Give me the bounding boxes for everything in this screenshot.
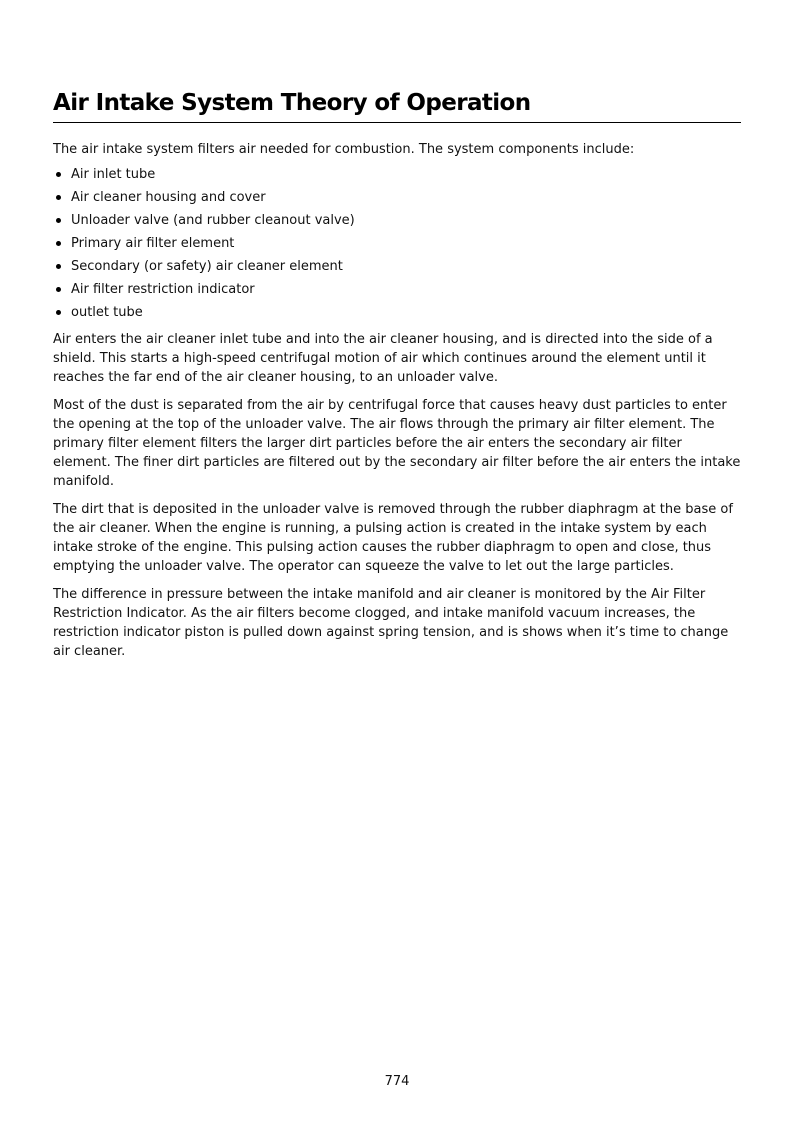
list-item	[53, 211, 741, 234]
list-item-text: Air filter restriction indicator	[71, 282, 255, 297]
list-item-text: Secondary (or safety) air cleaner element	[71, 259, 343, 274]
list-item-text: Unloader valve (and rubber cleanout valve)	[71, 213, 355, 228]
body-paragraph-dust-separation: Most of the dust is separated from the air by centrifugal force that causes heavy dust particles to enter the opening at the top of the unloader valve. The air flows through the primary air filter element. The primary filter element filters the larger dirt particles before the air enters the secondary air filter element. The finer dirt particles are filtered out by the secondary air filter before the air enters the intake manifold.	[53, 398, 741, 489]
bullet-icon	[56, 195, 61, 200]
page-number: 774	[384, 1074, 410, 1089]
bullet-icon	[56, 310, 61, 315]
list-item	[53, 257, 741, 280]
body-paragraph-air-flow: Air enters the air cleaner inlet tube and into the air cleaner housing, and is directed into the side of a shield. This starts a high-speed centrifugal motion of air which continues around the element until it reaches the far end of the air cleaner housing, to an unloader valve.	[53, 332, 713, 385]
body-paragraph-restriction-indicator: The difference in pressure between the intake manifold and air cleaner is monitored by the Air Filter Restriction Indicator. As the air filters become clogged, and intake manifold vacuum increases, the restriction indicator piston is pulled down against spring tension, and is shows when it’s time to change air cleaner.	[53, 587, 729, 659]
intro-paragraph: The air intake system filters air needed for combustion. The system components include:	[53, 142, 635, 157]
list-item-text: Primary air filter element	[71, 236, 235, 251]
list-item	[53, 234, 741, 257]
bullet-icon	[56, 218, 61, 223]
body-paragraph-unloader-valve: The dirt that is deposited in the unloader valve is removed through the rubber diaphragm at the base of the air cleaner. When the engine is running, a pulsing action is created in the intake system by each intake stroke of the engine. This pulsing action causes the rubber diaphragm to open and close, thus emptying the unloader valve. The operator can squeeze the valve to let out the large particles.	[53, 502, 733, 574]
bullet-icon	[56, 287, 61, 292]
list-item-text: Air inlet tube	[71, 167, 156, 182]
list-item	[53, 303, 741, 326]
list-item	[53, 165, 741, 188]
bullet-icon	[56, 172, 61, 177]
list-item	[53, 188, 741, 211]
list-item-text: outlet tube	[71, 305, 143, 320]
document-page	[53, 86, 741, 661]
list-item-text: Air cleaner housing and cover	[71, 190, 266, 205]
list-item	[53, 280, 741, 303]
component-list	[53, 165, 741, 326]
bullet-icon	[56, 264, 61, 269]
bullet-icon	[56, 241, 61, 246]
page-title: Air Intake System Theory of Operation	[53, 86, 741, 123]
